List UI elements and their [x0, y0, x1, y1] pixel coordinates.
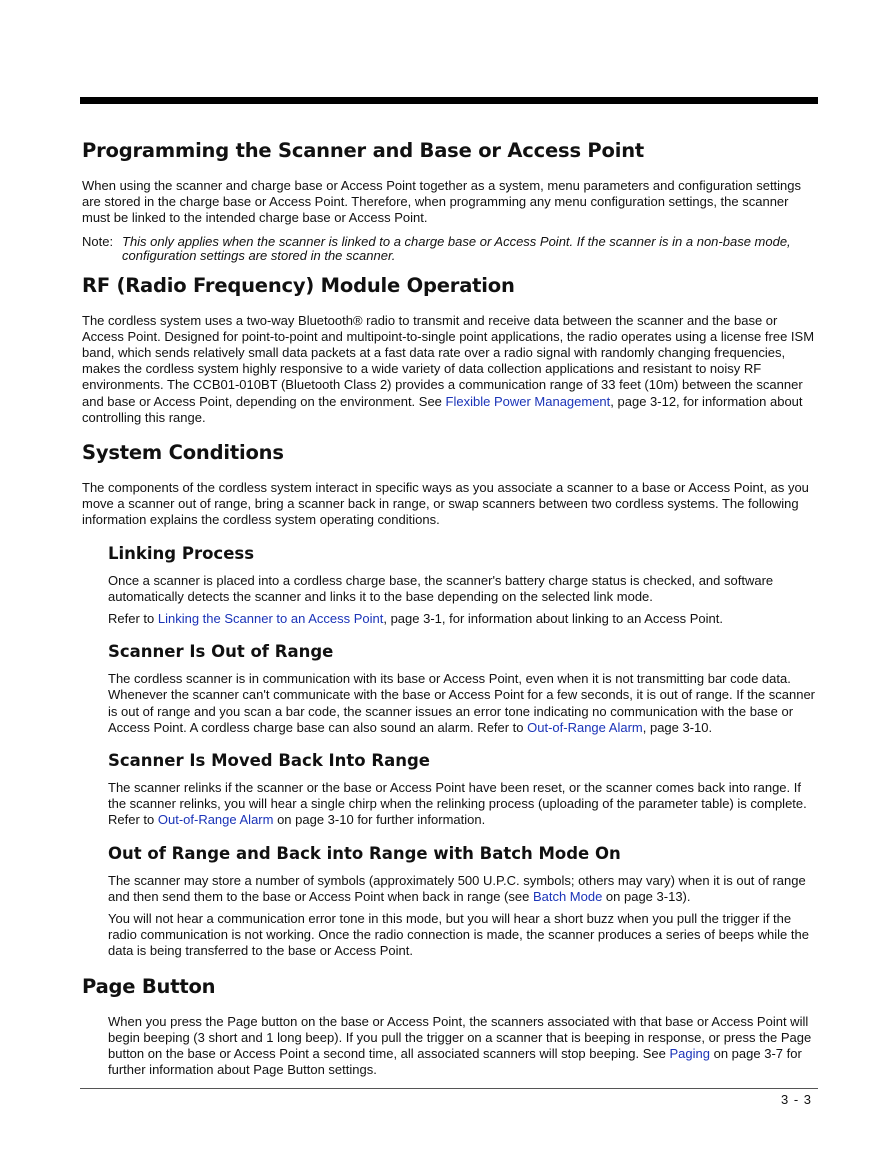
- link-out-of-range-alarm[interactable]: Out-of-Range Alarm: [527, 719, 643, 735]
- system-conditions-subsections: [108, 543, 816, 960]
- link-paging[interactable]: Paging: [669, 1046, 710, 1062]
- page-button-paragraph: [108, 1014, 816, 1079]
- out-of-range-paragraph: [108, 671, 816, 736]
- heading-linking-process: Linking Process: [108, 543, 255, 563]
- batch-mode-text-after: on page 3-13).: [602, 888, 691, 904]
- programming-note: [82, 235, 816, 263]
- heading-system-conditions: System Conditions: [82, 441, 284, 465]
- page-content: [82, 138, 816, 1085]
- out-of-range-text-after: , page 3-10.: [642, 719, 713, 735]
- linking-ref-before: Refer to: [108, 611, 158, 627]
- back-into-range-text-before: The scanner relinks if the scanner or the base or Access Point have been reset, or the scanner comes back into range. If the scanner relinks, you will hear a single chirp when the relinking process (uploading of the parameter table) is complete. Refer to: [108, 780, 807, 828]
- linking-ref-after: , page 3-1, for information about linking to an Access Point.: [383, 611, 723, 627]
- batch-mode-paragraph-1: [108, 873, 816, 905]
- linking-paragraph: Once a scanner is placed into a cordless charge base, the scanner's battery charge status is checked, and software automatically detects the scanner and links it to the base depending on the selected link mode.: [108, 572, 774, 604]
- out-of-range-text-before: The cordless scanner is in communication with its base or Access Point, even when it is not transmitting bar code data. Whenever the scanner can't communicate with the base or Access Point for a few seconds, it is out of range. If the scanner is out of range and you scan a bar code, the scanner issues an error tone indicating no communication with the base or Access Point. A cordless charge base can also sound an alarm. Refer to: [108, 671, 816, 735]
- batch-mode-paragraph-2: You will not hear a communication error tone in this mode, but you will hear a short buzz when you pull the trigger if the radio communication is not working. Once the radio connection is made, the scanner produces a series of beeps while the data is being transferred to the base or Access Point.: [108, 911, 809, 959]
- heading-page-button: Page Button: [82, 974, 216, 998]
- page-number: 3 - 3: [780, 1092, 812, 1107]
- rf-text-before: The cordless system uses a two-way Bluetooth® radio to transmit and receive data between the scanner and the base or Access Point. Designed for point-to-point and multipoint-to-single point applications, the radio operates using a license free ISM band, which sends relatively small data packets at a fast data rate over a radio signal with randomly changing frequencies, makes the cordless system highly responsive to a wide variety of data collection applications and resistant to noisy RF environments. The CCB01-010BT (Bluetooth Class 2) provides a communication range of 33 feet (10m) between the scanner and base or Access Point, depending on the environment. See: [82, 312, 815, 409]
- system-conditions-paragraph: The components of the cordless system interact in specific ways as you associate a scanner to a base or Access Point, as you move a scanner out of range, bring a scanner back in range, or swap scanners between two cordless systems. The following information explains the cordless system operating conditions.: [82, 480, 809, 528]
- rf-paragraph: [82, 313, 816, 426]
- programming-paragraph: When using the scanner and charge base or Access Point together as a system, menu parameters and configuration settings are stored in the charge base or Access Point. Therefore, when programming any menu configuration settings, the scanner must be linked to the intended charge base or Access Point.: [82, 178, 802, 226]
- link-batch-mode[interactable]: Batch Mode: [532, 888, 603, 904]
- note-label: Note:: [82, 233, 114, 249]
- heading-out-of-range: Scanner Is Out of Range: [108, 642, 334, 662]
- heading-programming: Programming the Scanner and Base or Access Point: [82, 139, 645, 162]
- heading-back-into-range: Scanner Is Moved Back Into Range: [108, 751, 430, 771]
- heading-batch-mode: Out of Range and Back into Range with Batch Mode On: [108, 843, 621, 863]
- page-button-text-after: on page 3-7 for further information about Page Button settings.: [108, 1046, 802, 1078]
- link-linking-scanner-access-point[interactable]: Linking the Scanner to an Access Point: [157, 611, 384, 627]
- link-flexible-power-management[interactable]: Flexible Power Management: [445, 393, 611, 409]
- note-text: This only applies when the scanner is linked to a charge base or Access Point. If the scanner is in a non-base mode, configuration settings are stored in the scanner.: [122, 233, 791, 263]
- header-rule: [80, 97, 818, 104]
- back-into-range-paragraph: [108, 780, 816, 829]
- linking-reference: [108, 611, 816, 627]
- heading-rf-module: RF (Radio Frequency) Module Operation: [82, 273, 515, 297]
- page-button-text-before: When you press the Page button on the base or Access Point, the scanners associated with that base or Access Point will begin beeping (3 short and 1 long beep). If you pull the trigger on a scanner that is beeping in response, or press the Page button on the base or Access Point a second time, all associated scanners will stop beeping. See: [108, 1013, 812, 1062]
- batch-mode-text-before: The scanner may store a number of symbols (approximately 500 U.P.C. symbols; others may vary) when it is out of range and then send them to the base or Access Point when back in range (see: [108, 872, 806, 904]
- rf-text-after: , page 3-12, for information about controlling this range.: [82, 393, 803, 425]
- link-out-of-range-alarm-2[interactable]: Out-of-Range Alarm: [157, 812, 274, 828]
- footer-rule: [80, 1088, 818, 1089]
- back-into-range-text-after: on page 3-10 for further information.: [273, 812, 486, 828]
